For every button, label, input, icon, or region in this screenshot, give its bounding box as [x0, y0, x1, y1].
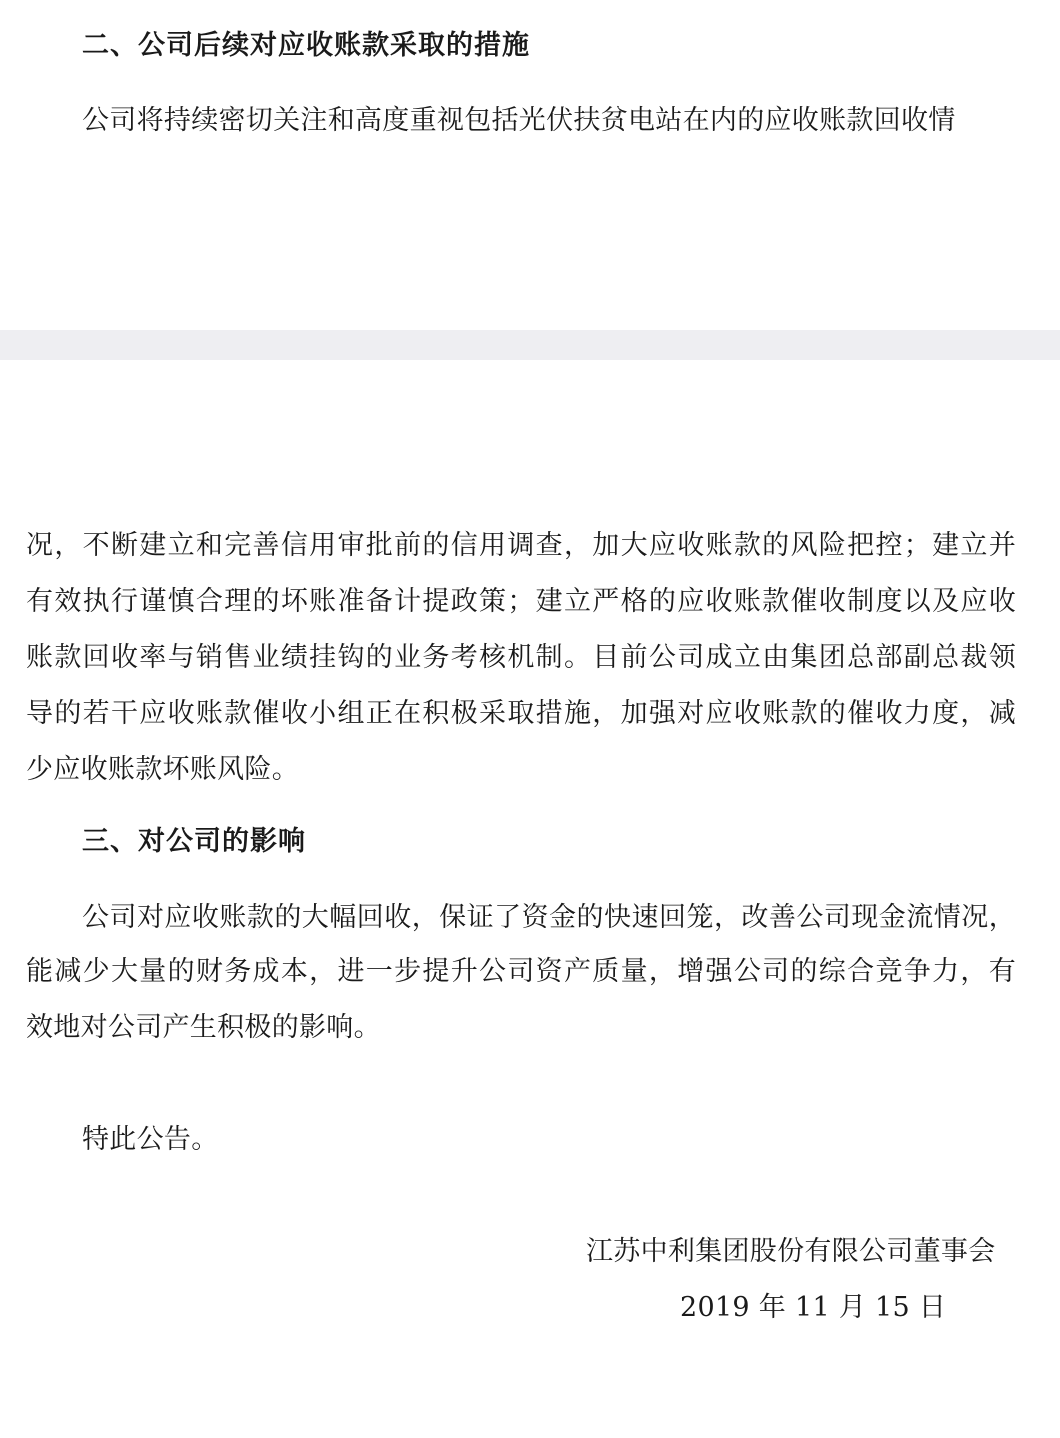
signature-company: 江苏中利集团股份有限公司董事会 [586, 1236, 996, 1267]
paragraph-line: 况，不断建立和完善信用审批前的信用调查，加大应收账款的风险把控；建立并 [26, 530, 1016, 561]
closing-text: 特此公告。 [82, 1124, 219, 1155]
section-heading-3: 三、对公司的影响 [82, 826, 306, 857]
paragraph-line: 导的若干应收账款催收小组正在积极采取措施，加强对应收账款的催收力度，减 [26, 698, 1016, 729]
section-heading-2: 二、公司后续对应收账款采取的措施 [82, 30, 530, 61]
paragraph-line: 账款回收率与销售业绩挂钩的业务考核机制。目前公司成立由集团总部副总裁领 [26, 642, 1016, 673]
paragraph-line: 效地对公司产生积极的影响。 [26, 1012, 381, 1043]
paragraph-line: 公司对应收账款的大幅回收，保证了资金的快速回笼，改善公司现金流情况， [82, 902, 1016, 933]
paragraph-line: 有效执行谨慎合理的坏账准备计提政策；建立严格的应收账款催收制度以及应收 [26, 586, 1016, 617]
paragraph-line: 公司将持续密切关注和高度重视包括光伏扶贫电站在内的应收账款回收情 [82, 105, 956, 136]
page-separator [0, 330, 1060, 360]
signature-date: 2019 年 11 月 15 日 [680, 1292, 947, 1323]
paragraph-line: 少应收账款坏账风险。 [26, 754, 299, 785]
paragraph-line: 能减少大量的财务成本，进一步提升公司资产质量，增强公司的综合竞争力，有 [26, 956, 1016, 987]
